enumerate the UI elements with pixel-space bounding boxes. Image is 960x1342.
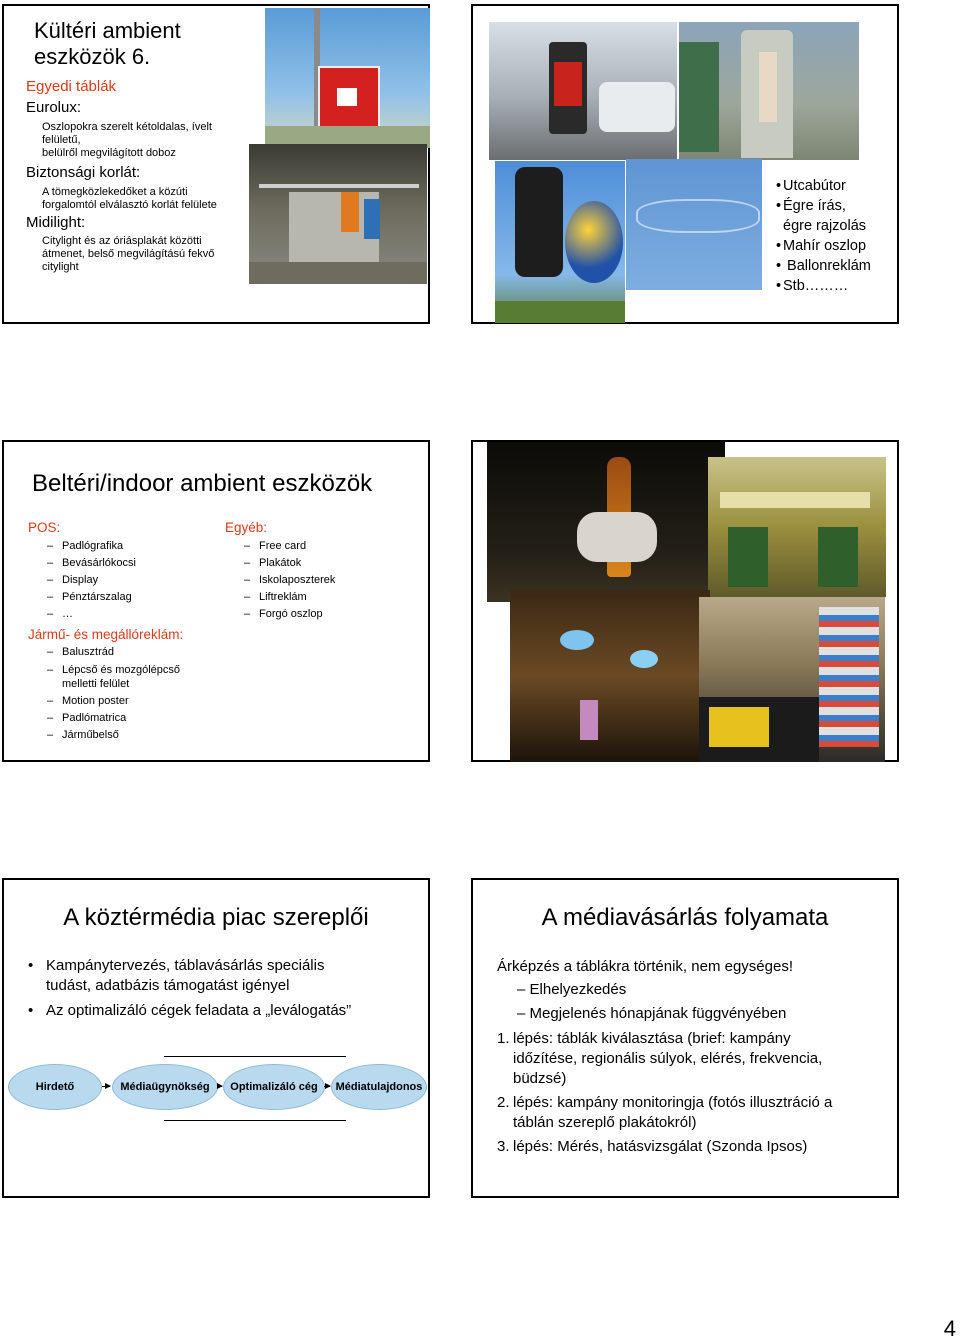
slide-title: A médiavásárlás folyamata [541,904,829,931]
bullet-list [778,176,871,296]
bullet-mahir: • Mahír oszlop [778,236,871,256]
item-name-midilight: Midilight: [26,214,86,231]
pos-label: POS: [28,520,61,535]
sub-item-label: Megjelenés hónapjának függvényében [529,1005,787,1022]
bullet-kampanytervezes: • Kampánytervezés, táblavásárlás speciális tudást, adatbázis támogatást igényel [26,956,351,996]
slide-title: Beltéri/indoor ambient eszközök [32,470,373,497]
list-item: – Pénztárszalag [28,589,208,606]
list-item: – Plakátok [225,555,395,572]
step-number: 1. [497,1030,510,1047]
list-item: – Forgó oszlop [225,606,395,623]
step-3 [497,1137,807,1157]
bullet-utcabutor: • Utcabútor [778,176,871,196]
slide-kulteri-ambient [2,4,430,324]
slide-title: A köztérmédia piac szereplői [63,904,369,931]
step-number: 2. [497,1094,510,1111]
list-item: – Lépcső és mozgólépcső melletti felület [28,663,218,691]
photo-bottle-hand [487,442,725,602]
arrow-hirdeto-ugynokseg [102,1086,110,1087]
page-number: 4 [943,1316,956,1341]
node-mediatulajdonos: Médiatulajdonos [331,1064,427,1110]
dash-icon: – [517,981,526,998]
list-item: – … [28,606,208,623]
slide-mediavasarlas [471,878,899,1198]
step-1 [497,1029,822,1089]
slide-koztermedia [2,878,430,1198]
section-heading: Egyedi táblák [26,78,117,95]
sub-item-label: Elhelyezkedés [529,981,627,998]
bullet-egre-iras: • Égre írás, égre rajzolás [778,196,871,236]
list-item: – Padlómatrica [28,710,218,727]
bullet-optimalizalo: • Az optimalizáló cégek feladata a „leválogatás” [26,1001,351,1021]
step-text: lépés: táblák kiválasztása (brief: kampány időzítése, regionális súlyok, elérés, frekvencia, büdzsé) [513,1030,823,1087]
list-item: – Padlógrafika [28,538,208,555]
node-optimalizalo-ceg: Optimalizáló cég [223,1064,325,1110]
jarmu-label: Jármű- és megállóreklám: [28,627,184,642]
list-item: – Free card [225,538,395,555]
photo-tram-interior [708,457,886,597]
list-item: – Balusztrád [28,644,218,661]
pos-list [28,538,208,623]
list-item: – Motion poster [28,693,218,710]
dash-icon: – [517,1005,526,1022]
arrow-ugynokseg-optimalizalo [217,1086,222,1087]
list-item: – Járműbelső [28,727,218,744]
slide-indoor-photos [471,440,899,762]
node-hirdeto: Hirdető [8,1064,102,1110]
list-item: – Iskolaposzterek [225,572,395,589]
flow-back-arrow-top [164,1056,346,1057]
slide-street-furniture [471,4,899,324]
photo-advertising-column [679,22,859,160]
list-item: – Bevásárlókocsi [28,555,208,572]
bullet-ballon: • Ballonreklám [778,256,871,276]
flow-back-arrow-bottom [164,1120,346,1121]
slide-title: Kültéri ambient eszközök 6. [34,18,181,69]
photo-sky-writing [626,159,762,290]
step-number: 3. [497,1138,510,1155]
bullet-stb: • Stb……… [778,276,871,296]
item-desc-eurolux: Oszlopokra szerelt kétoldalas, ívelt felületű, belülről megvilágított doboz [42,121,212,159]
intro-text: Árképzés a táblákra történik, nem egységes! [497,958,793,975]
sub-item-elhelyezkedes [517,981,626,998]
list-item: – Display [28,572,208,589]
step-text: lépés: kampány monitoringja (fotós illusztráció a táblán szereplő plakátokról) [513,1094,833,1131]
slide-beltéri-ambient [2,440,430,762]
item-desc-midilight: Citylight és az óriásplakát közötti átmenet, belső megvilágítású fekvő citylight [42,235,215,273]
photo-street-pole-ad [489,22,677,160]
node-mediaugynokseg: Médiaügynökség [112,1064,218,1110]
egyeb-list [225,538,395,623]
bullet-list [26,956,351,1021]
photo-mall-ceiling [510,590,710,762]
arrow-optimalizalo-mediatulajdonos [324,1086,330,1087]
photo-eurolux-pole [265,8,430,148]
sub-item-megjelenes [517,1005,786,1022]
item-name-eurolux: Eurolux: [26,99,82,116]
photo-safety-railing [249,144,427,284]
jarmu-list [28,644,218,744]
step-text: lépés: Mérés, hatásvizsgálat (Szonda Ipsos) [513,1138,808,1155]
item-name-korlat: Biztonsági korlát: [26,164,141,181]
photo-store-floor [699,597,885,762]
item-desc-korlat: A tömegközlekedőket a közúti forgalomtól elválasztó korlát felülete [42,186,217,211]
egyeb-label: Egyéb: [225,520,268,535]
list-item: – Liftreklám [225,589,395,606]
photo-balloons [495,161,625,323]
step-2 [497,1093,832,1133]
